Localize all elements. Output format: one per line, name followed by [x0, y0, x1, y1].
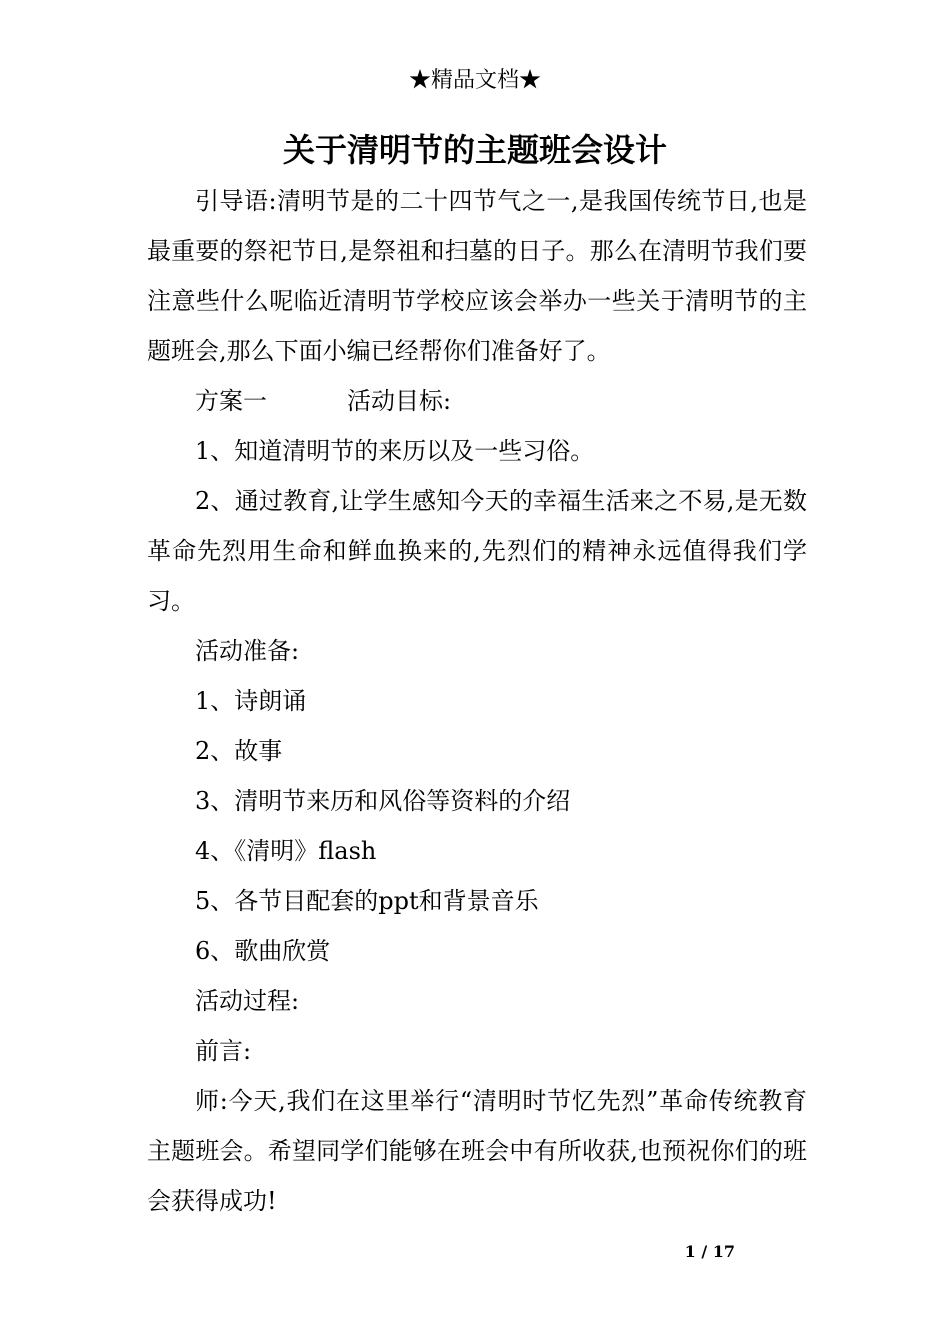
prep-item-1: 1、诗朗诵: [195, 687, 307, 715]
intro-paragraph: 引导语:清明节是的二十四节气之一,是我国传统节日,也是最重要的祭祀节日,是祭祖和扫墓的日子。那么在清明节我们要注意些什么呢临近清明节学校应该会举办一些关于清明节的主题班会,那么下面小编已经帮你们准备好了。: [147, 187, 807, 365]
goal-label: 活动目标:: [347, 387, 452, 415]
prep-item-2: 2、故事: [195, 737, 283, 765]
page-indicator: 1 / 17: [684, 1242, 735, 1261]
prep-item-4: 4、《清明》flash: [195, 837, 377, 865]
preface-heading: 前言:: [195, 1037, 252, 1065]
document-body: [147, 176, 807, 1226]
goal-item-2: 2、通过教育,让学生感知今天的幸福生活来之不易,是无数革命先烈用生命和鲜血换来的,先烈们的精神永远值得我们学习。: [147, 487, 807, 615]
prep-item-5: 5、各节目配套的ppt和背景音乐: [195, 887, 539, 915]
prep-item-6: 6、歌曲欣赏: [195, 937, 331, 965]
plan-label: 方案一: [195, 387, 267, 415]
process-heading: 活动过程:: [195, 987, 300, 1015]
goal-item-1: 1、知道清明节的来历以及一些习俗。: [195, 437, 595, 465]
prep-heading: 活动准备:: [195, 637, 300, 665]
plan-heading: [147, 376, 807, 426]
document-title: 关于清明节的主题班会设计: [282, 131, 667, 169]
teacher-speech-paragraph: 师:今天,我们在这里举行“清明时节忆先烈”革命传统教育主题班会。希望同学们能够在班会中有所收获,也预祝你们的班会获得成功!: [147, 1087, 807, 1215]
prep-item-3: 3、清明节来历和风俗等资料的介绍: [195, 787, 571, 815]
document-header-banner: ★精品文档★: [408, 68, 541, 93]
